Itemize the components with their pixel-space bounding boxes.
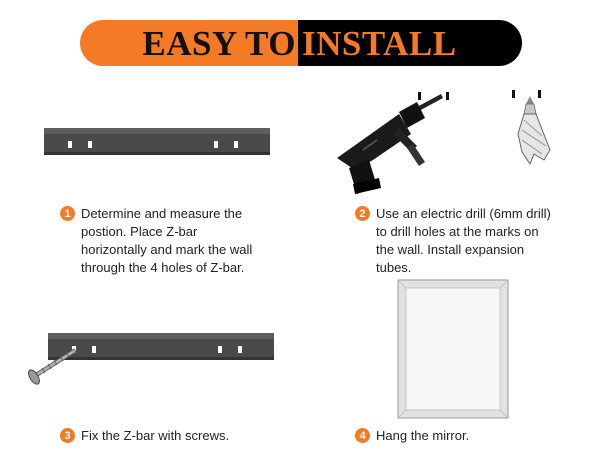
title-left-text: EASY TO: [142, 23, 296, 63]
expansion-tube-icon: [512, 90, 556, 170]
step-4-text: Hang the mirror.: [376, 428, 470, 443]
step-4: [355, 427, 555, 445]
title-banner-left: [80, 20, 298, 66]
step-3: [60, 427, 280, 445]
step-1-text: Determine and measure the postion. Place Z-bar horizontally and mark the wall through the 4 holes of Z-bar.: [81, 206, 253, 275]
z-bar-with-screw-icon: [26, 333, 274, 393]
step-3-text: Fix the Z-bar with screws.: [81, 428, 230, 443]
wall-mark-icon: [418, 92, 458, 104]
step-4-badge: 4: [355, 428, 370, 443]
electric-drill-icon: [333, 88, 448, 198]
step-2-text: Use an electric drill (6mm drill) to drill holes at the marks on the wall. Install expansion tubes.: [376, 206, 551, 275]
title-banner: [80, 20, 522, 66]
title-right-text: INSTALL: [302, 23, 457, 63]
z-bar-icon: [44, 128, 270, 158]
step-3-badge: 3: [60, 428, 75, 443]
step-1: [60, 205, 280, 277]
step-2: [355, 205, 585, 277]
title-banner-right: [298, 20, 522, 66]
step-2-badge: 2: [355, 206, 370, 221]
mirror-icon: [398, 280, 508, 420]
step-1-badge: 1: [60, 206, 75, 221]
